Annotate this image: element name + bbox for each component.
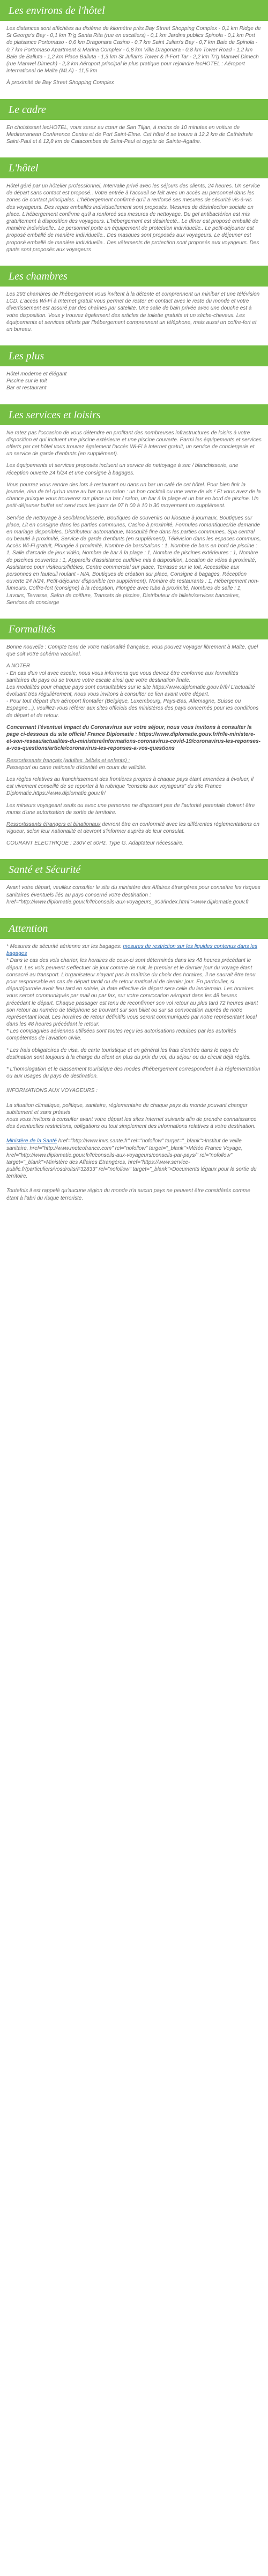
section-paragraph: Les mineurs voyageant seuls ou avec une personne ne disposant pas de l'autorité parentale doivent être munis d'une autorisation de sortie de territoire. bbox=[6, 802, 255, 816]
section-paragraph bbox=[6, 1138, 262, 1180]
section-paragraph: Avant votre départ, veuillez consulter le site du ministère des Affaires étrangères pour connaître les risques sanitaires éventuels liés au pays concerné votre destination : href="http://www.diplomatie.gouv.fr/fr/conseils-aux-voyageurs_909/index.html">www.diplomatie.gouv.fr bbox=[6, 885, 260, 905]
liquids-restriction-link[interactable]: mesures de restriction sur les liquides contenus dans les bagages bbox=[6, 944, 258, 957]
section-body-sante-et-securite bbox=[0, 880, 268, 918]
section-paragraph: En choisissant lecHOTEL, vous serez au cœur de San Tiljan, à moins de 10 minutes en voiture de Mediterranean Conference Centre et de Port Saint-Elme. Cet hôtel 4 se trouve à 12,2 km de Cathédrale Saint-Paul et à 12,8 km de Catacombes de Saint-Paul et crypte de Sainte-Agathe. bbox=[6, 124, 253, 145]
section-paragraph: A NOTER bbox=[6, 663, 31, 669]
section-paragraph: Service de nettoyage à sec/blanchisserie, Boutiques de souvenirs ou kiosque à journaux, Boutiques sur place, Lit en consigne dans les parties communes, Casino à proximité, Formules romantiques/de demande en mariage disponibles, Distributeur automatique, Mosquité fine dans les parties communes, Spa central ou beauté à proximité, Service de garde d'enfants (en supplément), Télévision dans les espaces communs, Accès Wi-Fi gratuit, Plongée à proximité, Nombre de bars/salons : 1, Nombre de bars en bord de piscine : 1, Salle d'arcade de jeux vidéo, Nombre de bar à la plage : 1, Nombre de piscines extérieures : 1, Nombre de piscines couvertes : 1, Appareils d'assistance auditive mis à disposition, Location de vélos à proximité, Assistance pour visiteurs/fidèles, Centre commercial sur place, Terrasse sur le toit, Accessible aux personnes en fauteuil roulant - N/A, Boutiques de création sur place, Consigne à bagages, Réception ouverte 24 h/24, Petit-déjeuner disponible (en supplément), Nombre de restaurants : 1, Hébergement non-fumeurs, Coffre-fort (consigne) à la réception, Plongée avec tuba à proximité, Nombres de salle : 1, Lavoirs, Terrasse, Salon de coiffure, Transats de piscine, Distributeur de billets/services bancaires, Services de concierge bbox=[6, 515, 261, 606]
section-body-les-services-et-loisirs bbox=[0, 425, 268, 619]
section-paragraph: Hôtel géré par un hôtelier professionnel, Intervalle privé avec les séjours des clients, 24 heures. Un service de départ sans contact est proposé.. Votre entrée à l'accueil se fait avec un accès au personnel dans les zones de contact principales. L'hébergement confirmé qu'il a renforcé ses mesures de sécurité vis-à-vis des voyageurs. Des repas emballés individuellement sont proposés. Mesures de désinfection sociale en place. L'hébergement confirme qu'il a renforcé ses mesures de nettoyage. Du gel antibactérien est mis gratuitement à disposition des voyageurs. L'hébergement est désinfecté.. Le dîner est proposé emballé de manière individuelle.. Le personnel porte un équipement de protection individuelle.. Le petit-déjeuner est proposé emballé de manière individuelle.. Des masques sont proposés aux voyageurs. Le déjeuner est proposé emballé de manière individuelle.. Des vêtements de protection sont proposés aux voyageurs. Des gants sont proposés aux voyageurs bbox=[6, 183, 260, 253]
section-body-l-hotel bbox=[0, 178, 268, 266]
section-body-les-plus bbox=[0, 366, 268, 404]
section-l-hotel bbox=[0, 157, 268, 266]
section-les-chambres bbox=[0, 266, 268, 345]
paragraph-text: devront être en conformité avec les différentes réglementations en vigueur, selon leur nationalité et devront s'informer auprès de leur consulat. bbox=[6, 821, 259, 835]
section-paragraph: Ne ratez pas l'occasion de vous détendre en profitant des nombreuses infrastructures de loisirs à votre disposition et qui incluent une piscine extérieure et une piscine couverte. Parmi les équipements et services offerts par cet hôtel vous trouvez également l'accès Wi-Fi à Internet gratuit, un service de conciergerie et un service de garde d'enfants (en supplément). bbox=[6, 430, 262, 457]
section-paragraph bbox=[6, 943, 262, 957]
page bbox=[0, 0, 268, 1214]
section-title-les-plus: Les plus bbox=[0, 345, 268, 366]
section-formalites bbox=[0, 619, 268, 860]
section-paragraph: Les 293 chambres de l'hébergement vous invitent à la détente et comprennent un minibar et une télévision LCD. L'accès Wi-Fi à Internet gratuit vous permet de rester en contact avec le reste du monde et votre divertissement est assuré par des chaînes par satellite. Une salle de bain privée avec une douche est à votre disposition. Vous y trouvez également des articles de toilette gratuits et un sèche-cheveux. Les équipements et services offerts par l'hébergement comprennent un téléphone, mais aussi un coffre-fort et un bureau. bbox=[6, 291, 260, 333]
section-paragraph: * Dans le cas des vols charter, les horaires de ceux-ci sont déterminés dans les 48 heures précédant le départ. Les vols peuvent s'effectuer de jour comme de nuit, le premier et le dernier jour du voyage étant consacré au transport. L'organisateur n'ayant pas la maîtrise du choix des horaires, il ne saurait être tenu pour responsable en cas de départ tardif ou de retour matinal ni de dernier jour. En particulier, si départ/journée avoir lieu tard en soirée, la date effective de départ sera celle du lendemain. Les horaires vous seront communiqués par mail ou par fax, sur votre convocation aéroport dans les 48 heures précédant le départ. Chaque passager est tenu de reconfirmer son vol retour au plus tard 72 heures avant son retour au numéro de téléphone se trouvant sur son billet ou sur sa convocation auprès de notre représentant local. Les horaires de retour définitifs vous seront communiqués par notre représentant local dans les 48 heures précédant le retour. bbox=[6, 958, 258, 1028]
section-paragraph: - En cas d'un vol avec escale, nous vous informons que vous devrez être conforme aux formalités sanitaires du pays où se trouve votre escale ainsi que votre destination finale. bbox=[6, 670, 239, 683]
section-paragraph: La situation climatique, politique, sanitaire, réglementaire de chaque pays du monde pouvant changer subitement et sans préavis bbox=[6, 1102, 248, 1116]
section-attention bbox=[0, 918, 268, 1214]
section-paragraph: Hôtel moderne et élégant bbox=[6, 371, 67, 378]
section-les-environs-de-l-hotel bbox=[0, 0, 268, 99]
section-paragraph: * L'homologation et le classement touristique des modes d'hébergement correspondent à la réglementation ou aux usages du pays de destination. bbox=[6, 1066, 260, 1080]
section-paragraph: Les règles relatives au franchissement des frontières propres à chaque pays étant amenées à évoluer, il est vivement conseillé de se reporter à la rubrique "conseils aux voyageurs" du site France Diplomatie.https://www.diplomatie.gouv.fr/ bbox=[6, 776, 254, 797]
section-les-plus bbox=[0, 345, 268, 404]
section-body-formalites bbox=[0, 639, 268, 860]
paragraph-lead: Ressortissants étrangers et binationaux bbox=[6, 821, 101, 827]
section-paragraph: Piscine sur le toit bbox=[6, 378, 47, 385]
section-paragraph: Toutefois il est rappelé qu'aucune région du monde n'a aucun pays ne peuvent être considérés comme étant à l'abri du risque terroriste. bbox=[6, 1188, 250, 1201]
section-paragraph: INFORMATIONS AUX VOYAGEURS : bbox=[6, 1088, 98, 1094]
section-title-les-chambres: Les chambres bbox=[0, 266, 268, 287]
paragraph-text: href="http://www.invs.sante.fr" rel="nofollow" target="_blank">Institut de veille sanitaire, href="http://www.meteofrance.com" rel="nofollow" target="_blank">Météo France Voyage, href="http://www.diplomatie.gouv.fr/fr/conseils-aux-voyageurs/conseils-par-pays/" rel="nofollow" target="_blank">Ministère des Affaires Étrangères, href="https://www.service-public.fr/particuliers/vosdroits/F32833" rel="nofollow" target="_blank">Documents légaux pour la sortie du territoire. bbox=[6, 1138, 257, 1180]
section-paragraph: Vous pourrez vous rendre des lors à restaurant ou dans un bar un café de cet hôtel. Pour bien finir la journée, rien de tel qu'un verre au bar ou au salon : un bon cocktail ou une verre de vin ! Et vous avez de la chance puisque vous trouverez sur place un bar / salon, un bar à la plage et un bar en bord de piscine. Un petit-déjeuner buffet est servi tous les jours de 07 h 00 à 10 h 30 moyennant un supplément. bbox=[6, 481, 261, 509]
section-body-attention bbox=[0, 939, 268, 1214]
section-title-formalites: Formalités bbox=[0, 619, 268, 639]
section-body-les-environs-de-l-hotel bbox=[0, 21, 268, 99]
section-paragraph: COURANT ELECTRIQUE : 230V et 50Hz. Type G. Adaptateur nécessaire. bbox=[6, 840, 184, 847]
section-title-les-services-et-loisirs: Les services et loisirs bbox=[0, 404, 268, 425]
section-body-les-chambres bbox=[0, 287, 268, 345]
section-title-l-hotel: L'hôtel bbox=[0, 157, 268, 178]
section-paragraph: Les équipements et services proposés incluent un service de nettoyage à sec / blanchisserie, une réception ouverte 24 h/24 et une consigne à bagages. bbox=[6, 463, 239, 476]
section-paragraph: Les modalités pour chaque pays sont consultables sur le site https://www.diplomatie.gouv.fr/fr/ L'actualité évoluant très régulièrement, nous vous invitons à consulter ce lien avant votre départ. bbox=[6, 684, 255, 698]
section-paragraph: * Les frais obligatoires de visa, de carte touristique et en général les frais d'entrée dans le pays de destination sont toujours à la charge du client en plus du prix du vol, du séjour ou du circuit déjà réglés. bbox=[6, 1047, 251, 1060]
section-paragraph bbox=[6, 821, 262, 835]
section-paragraph: Ressortissants français (adultes, bébés et enfants) : bbox=[6, 757, 130, 764]
section-les-services-et-loisirs bbox=[0, 404, 268, 619]
section-title-attention: Attention bbox=[0, 918, 268, 939]
section-title-le-cadre: Le cadre bbox=[0, 99, 268, 120]
section-paragraph: Bar et restaurant bbox=[6, 385, 47, 391]
section-paragraph: Bonne nouvelle : Compte tenu de votre nationalité française, vous pouvez voyager librement à Malte, quel que soit votre schéma vaccinal. bbox=[6, 644, 258, 658]
section-sante-et-securite bbox=[0, 859, 268, 918]
section-paragraph: Les distances sont affichées au dixième de kilomètre près Bay Street Shopping Complex - 0,1 km Ridge de St George's Bay - 0,1 km Tr'g Santa Rita (rue en escaliers) - 0,1 km Jardins publics Spinola - 0,1 km Port de plaisance Portomaso - 0,6 km Dragonara Casino - 0,7 km Saint Julian's Bay - 0,7 km Baie de Spinola - 0,7 km Portomaso Apartment & Marina Complex - 0,8 km Villa Dragonara - 0,8 km Tower Road - 1,2 km Baie de Balluta - 1,2 km Place Balluta - 1,3 km St Julian's Tower & Il-Fort Tar - 2,2 km Tr'g Manwel Dimech (rue Manwel Dimech) - 2,3 km Aéroport principal le plus pratique pour rejoindre lecHOTEL : Aéroport international de Malte (MLA) - 11,5 km bbox=[6, 26, 261, 74]
section-paragraph: nous vous invitons à consulter avant votre départ les sites Internet suivants afin de prendre connaissance des éventuelles restrictions, obligations ou tout simplement des informations relatives à votre destination. bbox=[6, 1116, 257, 1130]
paragraph-text: * Mesures de sécurité aérienne sur les bagages: bbox=[6, 944, 123, 950]
section-title-les-environs-de-l-hotel: Les environs de l'hôtel bbox=[0, 0, 268, 21]
ministry-health-link[interactable]: Ministère de la Santé bbox=[6, 1138, 57, 1144]
section-paragraph: Concernant l'éventuel impact du Coronavirus sur votre séjour, nous vous invitons à consulter la page ci-dessous du site officiel France Diplomatie : https://www.diplomatie.gouv.fr/fr/le-ministere-et-son-reseau/actualites-du-ministere/informations-coronavirus-covid-19/coronavirus-les-reponses-a-vos-questions/article/coronavirus-les-reponses-a-vos-questions bbox=[6, 724, 261, 752]
section-paragraph: * Les compagnies aériennes utilisées sont toutes reçu les autorisations requises par les autorités compétentes de l'aviation civile. bbox=[6, 1028, 236, 1042]
section-paragraph: À proximité de Bay Street Shopping Complex bbox=[6, 80, 114, 86]
section-paragraph: - Pour tout départ d'un aéroport frontalier (Belgique, Luxembourg, Pays-Bas, Allemagne, Suisse ou Espagne...), veuillez-vous référer aux sites officiels des ministères des pays concernés pour les conditions de départ et de retour. bbox=[6, 698, 259, 719]
section-body-le-cadre bbox=[0, 120, 268, 158]
section-le-cadre bbox=[0, 99, 268, 158]
section-paragraph: Passeport ou carte nationale d'identité en cours de validité. bbox=[6, 764, 147, 771]
section-title-sante-et-securite: Santé et Sécurité bbox=[0, 859, 268, 880]
